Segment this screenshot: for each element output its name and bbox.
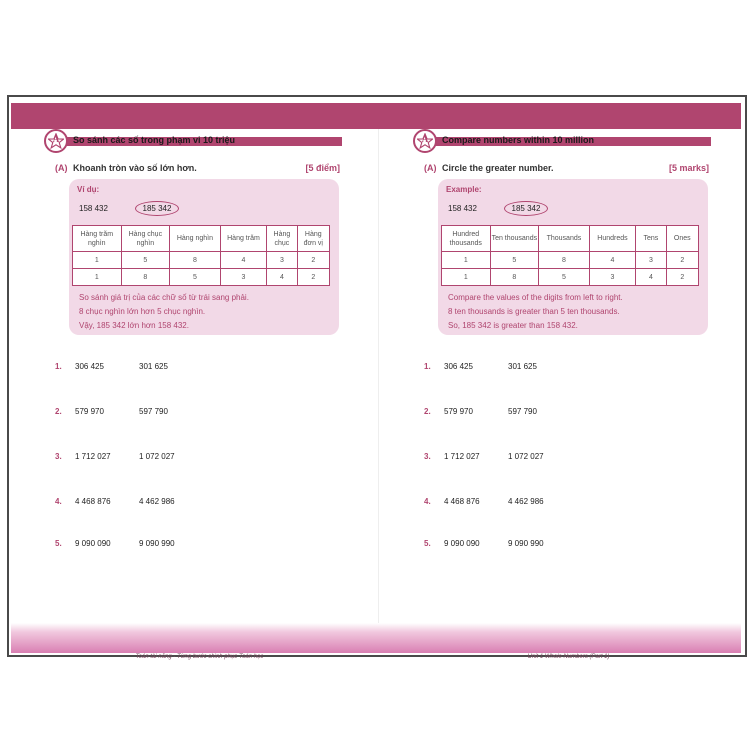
table-cell: 4 [267, 269, 297, 286]
table-cell: 4 [636, 269, 666, 286]
part-marks: [5 điểm] [305, 163, 340, 173]
table-cell: 8 [170, 252, 221, 269]
star-badge-icon [413, 129, 437, 153]
table-cell: 2 [297, 269, 329, 286]
table-header-cell: Hàng chục nghìn [121, 226, 170, 252]
table-header-cell: Hàng trăm nghìn [73, 226, 122, 252]
section-title: So sánh các số trong phạm vi 10 triệu [73, 135, 236, 145]
star-badge-icon [44, 129, 68, 153]
table-cell: 2 [666, 252, 698, 269]
example-number-1: 158 432 [79, 204, 108, 213]
question-option-b[interactable]: 9 090 990 [139, 539, 175, 548]
part-letter: (A) [424, 163, 437, 173]
example-note: So, 185 342 is greater than 158 432. [448, 321, 578, 330]
table-cell: 3 [636, 252, 666, 269]
table-header-row [73, 226, 330, 252]
table-header-cell: Hàng nghìn [170, 226, 221, 252]
question-number: 3. [424, 452, 431, 461]
question-option-b[interactable]: 9 090 990 [508, 539, 544, 548]
footer-band [11, 623, 741, 653]
table-cell: 1 [442, 269, 491, 286]
table-header-cell: Hàng đơn vị [297, 226, 329, 252]
table-cell: 5 [490, 252, 539, 269]
table-cell: 3 [220, 269, 267, 286]
example-number-circled: 185 342 [135, 201, 179, 216]
table-cell: 5 [170, 269, 221, 286]
table-row [442, 252, 699, 269]
question-option-a[interactable]: 4 468 876 [444, 497, 480, 506]
question-option-a[interactable]: 306 425 [444, 362, 473, 371]
question-option-b[interactable]: 1 072 027 [139, 452, 175, 461]
footer-text: Toán tài năng - Từng bước chinh phục Toán học [135, 654, 264, 660]
part-instruction: Khoanh tròn vào số lớn hơn. [73, 163, 197, 173]
table-header-cell: Tens [636, 226, 666, 252]
question-option-b[interactable]: 301 625 [139, 362, 168, 371]
question-option-b[interactable]: 1 072 027 [508, 452, 544, 461]
place-value-table [441, 225, 699, 286]
table-cell: 2 [297, 252, 329, 269]
table-cell: 3 [267, 252, 297, 269]
example-note: 8 ten thousands is greater than 5 ten thousands. [448, 307, 620, 316]
question-number: 3. [55, 452, 62, 461]
right-page [378, 129, 743, 660]
question-option-a[interactable]: 1 712 027 [444, 452, 480, 461]
question-option-b[interactable]: 597 790 [139, 407, 168, 416]
left-page [9, 129, 374, 660]
example-number-circled: 185 342 [504, 201, 548, 216]
badge-letter: A [421, 134, 429, 144]
table-cell: 8 [539, 252, 590, 269]
table-header-cell: Ten thousands [490, 226, 539, 252]
table-cell: 1 [73, 252, 122, 269]
question-option-a[interactable]: 579 970 [75, 407, 104, 416]
question-option-a[interactable]: 9 090 090 [444, 539, 480, 548]
table-header-cell: Hundreds [589, 226, 636, 252]
table-header-cell: Hàng chục [267, 226, 297, 252]
question-number: 1. [55, 362, 62, 371]
question-number: 2. [55, 407, 62, 416]
section-title: Compare numbers within 10 million [442, 135, 595, 145]
question-number: 5. [55, 539, 62, 548]
example-note: Vậy, 185 342 lớn hơn 158 432. [79, 321, 189, 330]
table-header-row [442, 226, 699, 252]
question-option-b[interactable]: 597 790 [508, 407, 537, 416]
badge-letter: A [52, 134, 60, 144]
table-row [73, 269, 330, 286]
question-option-b[interactable]: 4 462 986 [139, 497, 175, 506]
part-instruction: Circle the greater number. [442, 163, 554, 173]
question-option-a[interactable]: 579 970 [444, 407, 473, 416]
footer-text: Unit 1 Whole Numbers (Part 1) [527, 654, 610, 660]
table-header-cell: Ones [666, 226, 698, 252]
table-cell: 2 [666, 269, 698, 286]
example-box [69, 179, 339, 335]
table-row [442, 269, 699, 286]
table-cell: 3 [589, 269, 636, 286]
table-cell: 5 [539, 269, 590, 286]
example-note: Compare the values of the digits from left to right. [448, 293, 623, 302]
question-option-a[interactable]: 306 425 [75, 362, 104, 371]
example-number-1: 158 432 [448, 204, 477, 213]
question-number: 5. [424, 539, 431, 548]
table-cell: 4 [589, 252, 636, 269]
question-option-a[interactable]: 9 090 090 [75, 539, 111, 548]
question-number: 4. [55, 497, 62, 506]
table-cell: 8 [490, 269, 539, 286]
part-letter: (A) [55, 163, 68, 173]
table-cell: 4 [220, 252, 267, 269]
table-cell: 1 [442, 252, 491, 269]
example-note: So sánh giá trị của các chữ số từ trái sang phải. [79, 293, 249, 302]
question-number: 2. [424, 407, 431, 416]
example-box [438, 179, 708, 335]
table-cell: 8 [121, 269, 170, 286]
book-spread [7, 95, 747, 660]
table-cell: 1 [73, 269, 122, 286]
question-number: 1. [424, 362, 431, 371]
part-marks: [5 marks] [668, 163, 709, 173]
question-number: 4. [424, 497, 431, 506]
table-header-cell: Hàng trăm [220, 226, 267, 252]
table-row [73, 252, 330, 269]
question-option-b[interactable]: 301 625 [508, 362, 537, 371]
example-label: Ví dụ: [77, 185, 100, 194]
question-option-b[interactable]: 4 462 986 [508, 497, 544, 506]
table-header-cell: Hundred thousands [442, 226, 491, 252]
example-label: Example: [446, 185, 482, 194]
question-option-a[interactable]: 1 712 027 [75, 452, 111, 461]
top-banner [11, 103, 741, 129]
table-cell: 5 [121, 252, 170, 269]
place-value-table [72, 225, 330, 286]
example-note: 8 chục nghìn lớn hơn 5 chục nghìn. [79, 307, 206, 316]
question-option-a[interactable]: 4 468 876 [75, 497, 111, 506]
table-header-cell: Thousands [539, 226, 590, 252]
